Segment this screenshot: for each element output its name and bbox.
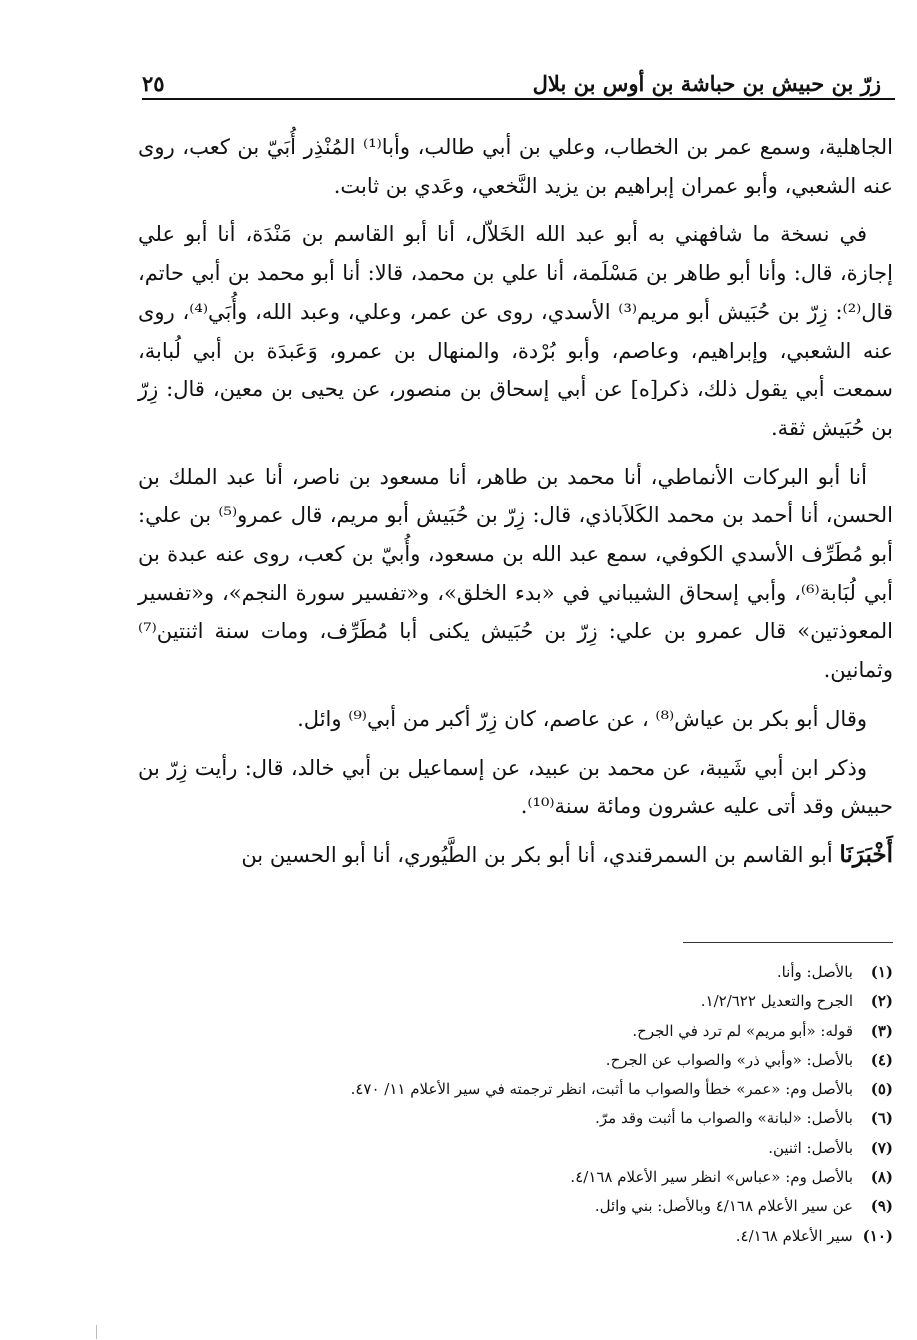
footnote-text: قوله: «أبو مريم» لم ترد في الجرح. — [632, 1021, 853, 1040]
footnote-item — [150, 1104, 893, 1133]
footnote-number: (٨) — [870, 1168, 893, 1187]
footnote-text: الجرح والتعديل ١/٢/٦٢٢. — [700, 992, 853, 1011]
footnotes-list — [150, 958, 893, 1251]
footnote-item — [150, 1017, 893, 1046]
running-header — [142, 62, 881, 96]
paragraph-1: الجاهلية، وسمع عمر بن الخطاب، وعلي بن أبي طالب، وأبا⁽¹⁾ المُنْذِر أُبَيّ بن كعب، روى عنه الشعبي، وأبو عمران إبراهيم بن يزيد النَّخعي، وعَدي بن ثابت. — [138, 135, 894, 198]
footnote-item — [150, 987, 893, 1016]
footnote-text: بالأصل وم: «عباس» انظر سير الأعلام ٤/١٦٨. — [570, 1168, 853, 1187]
footnote-number: (٩) — [870, 1197, 893, 1216]
footnote-text: عن سير الأعلام ٤/١٦٨ وبالأصل: بني وائل. — [594, 1197, 853, 1216]
scan-margin-mark — [96, 1325, 97, 1339]
footnote-text: بالأصل: «وأبي ذر» والصواب عن الجرح. — [605, 1050, 853, 1069]
footnote-text: بالأصل: «لبانة» والصواب ما أثبت وقد مرّ. — [595, 1109, 853, 1128]
footnote-item — [150, 958, 893, 987]
paragraph-6 — [138, 836, 893, 875]
running-title: زرّ بن حبيش بن حباشة بن أوس بن بلال — [532, 71, 881, 96]
page-number: ٢٥ — [142, 71, 165, 96]
footnote-item — [150, 1222, 893, 1251]
footnote-item — [150, 1192, 893, 1221]
footnote-number: (٦) — [870, 1109, 893, 1128]
paragraph-3: أنا أبو البركات الأنماطي، أنا محمد بن طاهر، أنا مسعود بن ناصر، أنا عبد الملك بن الحسن، أنا أحمد بن محمد الكَلاَباذي، قال: زِرّ بن حُبَيش أبو مريم، قال عمرو⁽⁵⁾ بن علي: أبو مُطَرِّف الأسدي الكوفي، سمع عبد الله بن مسعود، وأُبيّ بن كعب، روى عنه عبدة بن أبي لُبَابة⁽⁶⁾، وأبي إسحاق الشيباني في «بدء الخلق»، و«تفسير سورة النجم»، و«تفسير المعوذتين» قال عمرو بن علي: زِرّ بن حُبَيش يكنى أبا مُطَرِّف، ومات سنة اثنتين⁽⁷⁾ وثمانين. — [138, 464, 893, 683]
footnote-text: بالأصل: وأنا. — [776, 963, 853, 981]
paragraph-2: في نسخة ما شافهني به أبو عبد الله الخَلاّل، أنا أبو القاسم بن مَنْدَة، أنا أبو علي إجازة، قال: وأنا أبو طاهر بن مَسْلَمة، أنا علي بن محمد، قالا: أنا أبو محمد بن أبي حاتم، قال⁽²⁾: زِرّ بن حُبَيش أبو مريم⁽³⁾ الأسدي، روى عن عمر، وعلي، وعبد الله، وأُبَي⁽⁴⁾، روى عنه الشعبي، وإبراهيم، وعاصم، وأبو بُرْدة، والمنهال بن عمرو، وَعَبدَة بن أبي لُبابة، سمعت أبي يقول ذلك، ذكر[ه] عن أبي إسحاق بن منصور، عن يحيى بن معين، قال: زِرّ بن حُبَيش ثقة. — [138, 222, 893, 440]
footnote-text: بالأصل: اثنين. — [768, 1138, 853, 1157]
akhbarana-lead-word: أَخْبَرَنَا — [839, 840, 893, 868]
footnote-number: (١) — [870, 963, 893, 981]
paragraph-6-text: أبو القاسم بن السمرقندي، أنا أبو بكر بن الطَّيُوري، أنا أبو الحسين بن — [241, 842, 840, 867]
main-text — [138, 128, 893, 875]
footnote-item — [150, 1075, 893, 1104]
footnote-text: سير الأعلام ٤/١٦٨. — [735, 1226, 853, 1245]
footnote-rule — [683, 942, 893, 943]
footnote-number: (٢) — [870, 992, 893, 1011]
header-rule — [142, 98, 895, 100]
footnote-number: (٥) — [870, 1080, 893, 1099]
paragraph-4: وقال أبو بكر بن عياش⁽⁸⁾ ، عن عاصم، كان زِرّ أكبر من أبي⁽⁹⁾ وائل. — [297, 706, 867, 731]
footnote-item — [150, 1163, 893, 1192]
footnote-item — [150, 1134, 893, 1163]
paragraph-5: وذكر ابن أبي شَيبة، عن محمد بن عبيد، عن إسماعيل بن أبي خالد، قال: رأيت زِرّ بن حبيش وقد أتى عليه عشرون ومائة سنة⁽¹⁰⁾. — [138, 755, 893, 819]
footnote-number: (٣) — [870, 1021, 893, 1040]
footnote-text: بالأصل وم: «عمر» خطأ والصواب ما أثبت، انظر ترجمته في سير الأعلام ١١/ ٤٧٠. — [350, 1080, 853, 1099]
footnote-number: (٧) — [870, 1138, 893, 1157]
footnote-item — [150, 1046, 893, 1075]
footnote-number: (١٠) — [862, 1226, 893, 1245]
footnote-number: (٤) — [870, 1050, 893, 1069]
